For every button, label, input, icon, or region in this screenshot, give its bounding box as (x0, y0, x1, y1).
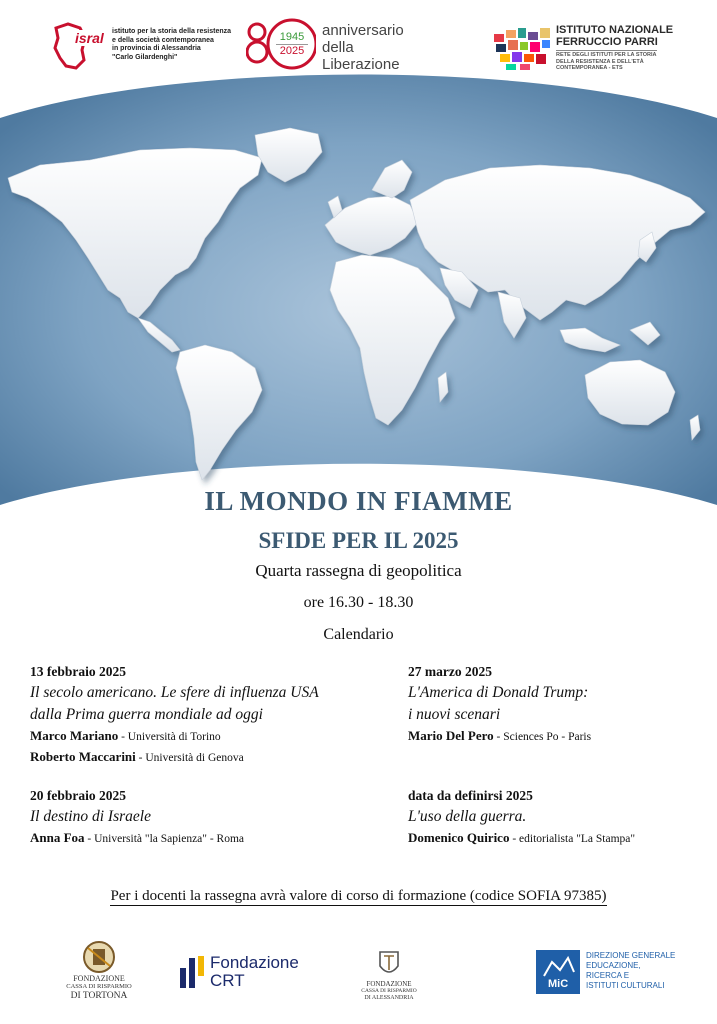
event-topic-line: L'America di Donald Trump: (408, 684, 589, 701)
isral-logo (52, 22, 252, 72)
anniversary-text: anniversario della Liberazione (322, 22, 404, 73)
alessandria-text: FONDAZIONE CASSA DI RISPARMIO DI ALESSANDRIA (361, 980, 417, 1001)
event-topic-line: dalla Prima guerra mondiale ad oggi (30, 706, 263, 723)
calendar-heading: Calendario (323, 626, 394, 643)
event-2 (408, 662, 708, 747)
tortona-emblem-icon (82, 940, 116, 974)
crt-bars-icon (178, 954, 208, 990)
event-4 (408, 786, 713, 849)
fondazione-tortona-logo (44, 940, 154, 1010)
anniversary-logo (246, 16, 426, 74)
event-topic-line: i nuovi scenari (408, 706, 501, 723)
event-speaker: Roberto Maccarini - Università di Genova (30, 749, 244, 764)
event-date: 13 febbraio 2025 (30, 664, 126, 679)
mic-badge: MiC (536, 950, 580, 994)
time-label: ore 16.30 - 18.30 (303, 594, 414, 611)
event-date: 27 marzo 2025 (408, 664, 492, 679)
event-speaker: Anna Foa - Università "la Sapienza" - Roma (30, 830, 245, 845)
isral-description: istituto per la storia della resistenza e della società contemporanea in provincia di Alessandria "Carlo Gilardenghi" (112, 28, 232, 61)
event-3 (30, 786, 390, 849)
isral-wordmark: isral (75, 30, 104, 46)
event-speaker: Domenico Quirico - editorialista "La Stampa" (408, 830, 636, 845)
event-topic-line: L'uso della guerra. (408, 808, 527, 825)
parri-subtitle: RETE DEGLI ISTITUTI PER LA STORIA DELLA RESISTENZA E DELL'ETÀ CONTEMPORANEA - ETS (556, 52, 657, 71)
anniversary-years: 1945 2025 (276, 31, 308, 58)
event-date: 20 febbraio 2025 (30, 788, 126, 803)
mic-logo (536, 950, 716, 1000)
event-1 (30, 662, 390, 768)
subtitle: SFIDE PER IL 2025 (258, 528, 459, 553)
training-note: Per i docenti la rassegna avrà valore di corso di formazione (codice SOFIA 97385) (110, 888, 607, 904)
fondazione-alessandria-logo (344, 948, 434, 1014)
alessandria-emblem-icon (374, 948, 404, 980)
parri-logo (492, 22, 672, 76)
tortona-text: FONDAZIONE CASSA DI RISPARMIO DI TORTONA (66, 974, 132, 1001)
parri-mosaic-icon (492, 26, 554, 72)
series-label: Quarta rassegna di geopolitica (255, 561, 462, 580)
mic-text: DIREZIONE GENERALE EDUCAZIONE, RICERCA E ISTITUTI CULTURALI (586, 951, 676, 990)
fondazione-crt-logo (178, 954, 318, 994)
crt-text: Fondazione CRT (210, 953, 299, 990)
event-topic-line: Il secolo americano. Le sfere di influenza USA (30, 684, 319, 701)
event-date: data da definirsi 2025 (408, 788, 533, 803)
main-title: IL MONDO IN FIAMME (204, 486, 513, 516)
event-topic-line: Il destino di Israele (30, 808, 151, 825)
parri-title: ISTITUTO NAZIONALE FERRUCCIO PARRI (556, 24, 674, 48)
event-speaker: Marco Mariano - Università di Torino (30, 728, 221, 743)
event-speaker: Mario Del Pero - Sciences Po - Paris (408, 728, 592, 743)
